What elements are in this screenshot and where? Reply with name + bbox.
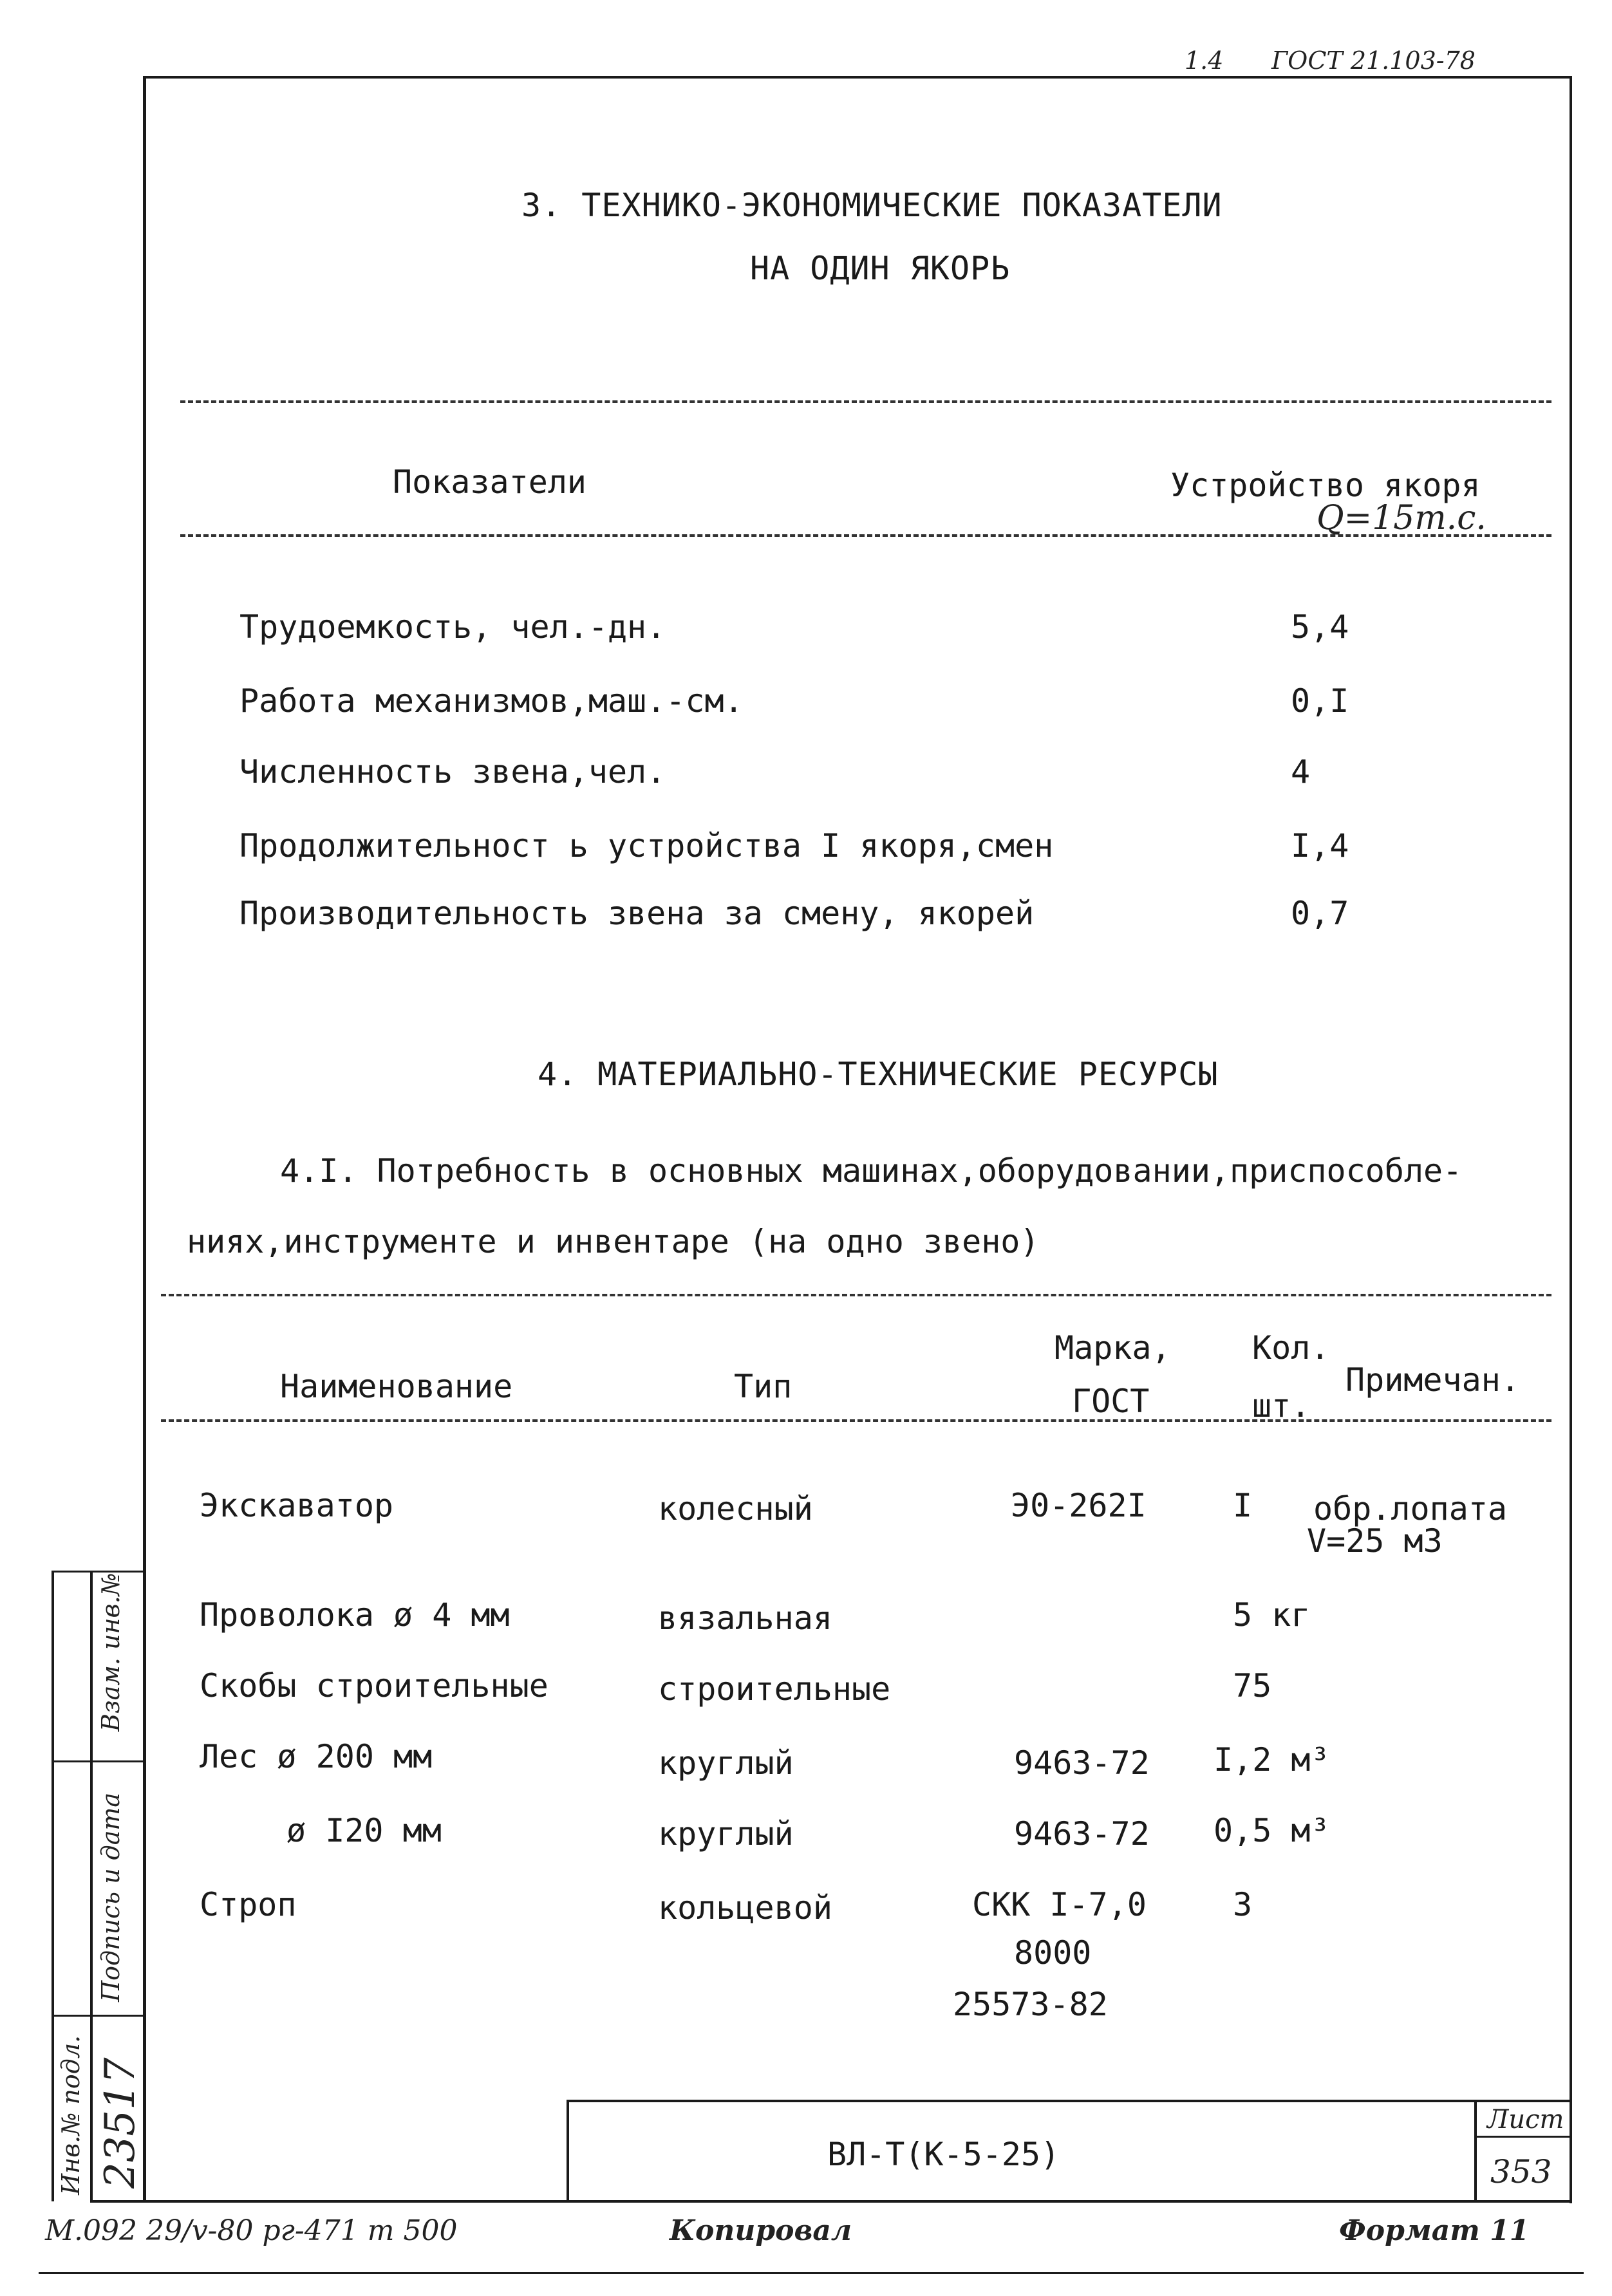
indicator-label-2: Работа механизмов,маш.-см. [239, 682, 744, 720]
frame-right-border [1570, 76, 1572, 2203]
top-page-mark: 1.4 [1185, 46, 1224, 75]
section3-title-line2: НА ОДИН ЯКОРЬ [750, 250, 1011, 287]
section4-para-line2: ниях,инструменте и инвентаре (на одно звено) [187, 1223, 1040, 1260]
res-row-1-mark: Э0-262I [1011, 1487, 1147, 1524]
res-row-4-mark: 9463-72 [1014, 1744, 1150, 1782]
frame-left-border [143, 77, 146, 2201]
indicator-label-4: Продолжительност ь устройства I якоря,смен [239, 827, 1054, 864]
stamp-doc-code: ВЛ-Т(К-5-25) [827, 2136, 1060, 2173]
stamp-sheet-label: Лист [1487, 2105, 1564, 2134]
indicator-label-1: Трудоемкость, чел.-дн. [239, 608, 666, 646]
res-row-5-type: круглый [658, 1815, 794, 1853]
indicator-value-1: 5,4 [1291, 608, 1349, 646]
indicator-label-3: Численность звена,чел. [239, 753, 666, 790]
dashed-rule-2 [180, 534, 1551, 537]
top-right-code: ГОСТ 21.103-78 [1271, 46, 1476, 75]
res-row-4-name: Лес ø 200 мм [200, 1738, 433, 1775]
res-row-1-note: обр.лопата [1313, 1490, 1508, 1527]
res-row-5-mark: 9463-72 [1014, 1815, 1150, 1853]
res-header-type: Тип [734, 1368, 792, 1405]
stamp-sheet-hdivider [1474, 2136, 1571, 2138]
margin-col-left [52, 1571, 54, 2201]
frame-top-border [143, 76, 1572, 79]
res-row-2-name: Проволока ø 4 мм [200, 1596, 510, 1634]
res-row-1-qty: I [1233, 1487, 1253, 1524]
res-header-mark-1: Марка, [1054, 1329, 1171, 1367]
res-row-6-name: Строп [200, 1886, 297, 1923]
stamp-left [567, 2100, 569, 2203]
footer-left-note: М.092 29/v-80 рг-471 т 500 [45, 2214, 458, 2247]
dashed-rule-3 [161, 1294, 1551, 1296]
margin-sign-label: Подпись и дата [97, 1792, 125, 2002]
res-row-1-type: колесный [658, 1490, 813, 1527]
res-row-3-type: строительные [658, 1670, 891, 1708]
res-row-1-note2: V=25 м3 [1307, 1522, 1443, 1560]
footer-copied: Копировал [670, 2214, 852, 2247]
stamp-sheet-divider [1474, 2100, 1477, 2203]
res-row-6-qty: 3 [1233, 1886, 1253, 1923]
res-header-qty-2: шт. [1252, 1387, 1311, 1424]
res-row-5-qty: 0,5 м³ [1214, 1812, 1330, 1849]
indicator-value-4: I,4 [1291, 827, 1349, 864]
section3-title-line1: 3. ТЕХНИКО-ЭКОНОМИЧЕСКИЕ ПОКАЗАТЕЛИ [521, 187, 1223, 224]
res-header-name: Наименование [280, 1368, 513, 1405]
res-row-4-type: круглый [658, 1744, 794, 1782]
col-value-note: Q=15т.с. [1317, 499, 1486, 537]
margin-div1 [52, 1760, 145, 1762]
res-header-qty-1: Кол. [1252, 1329, 1330, 1367]
indicator-value-3: 4 [1291, 753, 1311, 790]
res-row-5-name: ø I20 мм [286, 1812, 442, 1849]
margin-col-mid [90, 1571, 93, 2201]
frame-bottom-border [90, 2200, 1572, 2203]
footer-format: Формат 11 [1339, 2214, 1530, 2247]
res-row-3-name: Скобы строительные [200, 1667, 548, 1704]
res-row-2-type: вязальная [658, 1600, 832, 1637]
col-value-header: Устройство якоря [1170, 467, 1481, 504]
dashed-rule-4 [161, 1419, 1551, 1422]
section4-title: 4. МАТЕРИАЛЬНО-ТЕХНИЧЕСКИЕ РЕСУРСЫ [538, 1056, 1219, 1093]
margin-inv-label: Инв.№ подл. [57, 2035, 85, 2195]
res-row-6-type: кольцевой [658, 1889, 832, 1927]
res-row-6-mark: СКК I-7,0 [972, 1886, 1147, 1923]
footer-baseline [39, 2272, 1584, 2274]
stamp-sheet-number: 353 [1490, 2153, 1552, 2190]
stamp-top [567, 2100, 1571, 2102]
margin-replace-label: Взам. инв.№ [97, 1573, 125, 1731]
res-row-4-qty: I,2 м³ [1214, 1741, 1330, 1778]
res-header-note: Примечан. [1345, 1361, 1520, 1399]
indicator-value-5: 0,7 [1291, 895, 1349, 932]
res-row-2-qty: 5 кг [1233, 1596, 1311, 1634]
res-row-1-name: Экскаватор [200, 1487, 394, 1524]
margin-inv-number: 23517 [97, 2057, 144, 2189]
margin-div2 [52, 2015, 145, 2017]
res-row-6-mark-line2: 8000 [1014, 1934, 1092, 1972]
section4-para-line1: 4.I. Потребность в основных машинах,оборудовании,приспособле- [280, 1152, 1463, 1190]
indicator-label-5: Производительность звена за смену, якорей [239, 895, 1035, 932]
res-row-6-mark-line3: 25573-82 [953, 1986, 1108, 2023]
col-indicator-header: Показатели [393, 463, 587, 501]
res-header-mark-2: ГОСТ [1072, 1383, 1150, 1420]
indicator-value-2: 0,I [1291, 682, 1349, 720]
dashed-rule-1 [180, 400, 1551, 403]
res-row-3-qty: 75 [1233, 1667, 1272, 1704]
